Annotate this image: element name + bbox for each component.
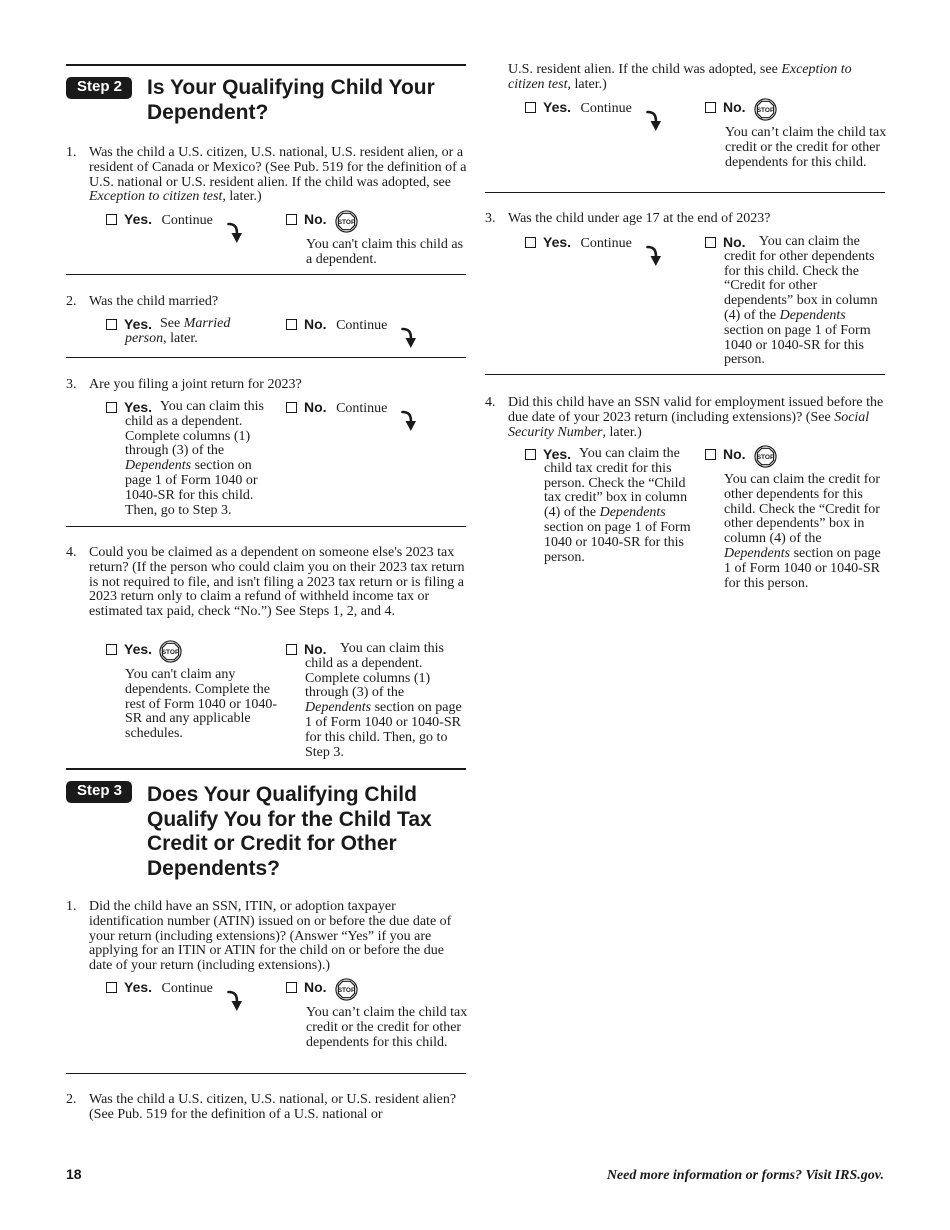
question-text: U.S. resident alien. If the child was adopted, see Exception to citizen test, later.) bbox=[508, 62, 852, 92]
question-text: Could you be claimed as a dependent on someone else's 2023 tax return? (If the person who could claim you on their 2023 tax return is not required to file, and isn't filing a 2023 tax return or is filing a 2023 return only to claim a refund of withheld income tax or estimated tax paid, check “No.”) See Steps 1, 2, and 4. bbox=[89, 545, 465, 620]
question-number: 1. bbox=[66, 145, 77, 160]
no-checkbox[interactable] bbox=[286, 214, 297, 225]
question-number: 4. bbox=[485, 395, 496, 410]
divider bbox=[485, 374, 885, 375]
question-text: Was the child a U.S. citizen, U.S. national, or U.S. resident alien? (See Pub. 519 for the definition of a U.S. national or bbox=[89, 1092, 457, 1122]
question-text: Did this child have an SSN valid for employment issued before the due date of your 2023 return (including extensions)? (See Social Security Number, later.) bbox=[508, 395, 884, 440]
question-text: Was the child married? bbox=[89, 294, 219, 309]
no-text: You can’t claim the child tax credit or the credit for other dependents for this child. bbox=[725, 125, 887, 170]
curved-arrow-down-icon bbox=[646, 245, 662, 267]
stop-sign-icon bbox=[754, 445, 777, 468]
no-option[interactable]: No. bbox=[705, 235, 746, 252]
yes-option[interactable]: Yes. bbox=[106, 400, 152, 417]
curved-arrow-down-icon bbox=[646, 110, 662, 132]
yes-checkbox[interactable] bbox=[106, 982, 117, 993]
yes-checkbox[interactable] bbox=[106, 214, 117, 225]
stop-sign-icon bbox=[159, 640, 182, 663]
no-checkbox[interactable] bbox=[705, 449, 716, 460]
no-option[interactable]: No. bbox=[286, 642, 327, 659]
step3-badge: Step 3 bbox=[66, 781, 132, 803]
step2-title: Is Your Qualifying Child Your Dependent? bbox=[147, 76, 435, 124]
divider bbox=[66, 526, 466, 527]
yes-option[interactable]: Yes. Continue bbox=[525, 100, 632, 117]
question-number: 4. bbox=[66, 545, 77, 560]
yes-checkbox[interactable] bbox=[525, 449, 536, 460]
yes-checkbox[interactable] bbox=[525, 102, 536, 113]
yes-option[interactable]: Yes. bbox=[106, 642, 152, 659]
step3-header bbox=[66, 768, 466, 880]
no-option[interactable]: No. bbox=[286, 212, 327, 229]
question-number: 1. bbox=[66, 899, 77, 914]
no-option[interactable]: No. Continue bbox=[286, 317, 387, 334]
yes-text: You can't claim any dependents. Complete the rest of Form 1040 or 1040-SR and any applicable schedules. bbox=[125, 667, 278, 742]
question-number: 2. bbox=[66, 1092, 77, 1107]
curved-arrow-down-icon bbox=[227, 990, 243, 1012]
no-checkbox[interactable] bbox=[705, 102, 716, 113]
yes-option[interactable]: Yes. Continue bbox=[525, 235, 632, 252]
yes-checkbox[interactable] bbox=[106, 319, 117, 330]
no-checkbox[interactable] bbox=[286, 982, 297, 993]
page-number: 18 bbox=[66, 1166, 82, 1182]
no-text: You can claim the credit for other dependents for this child. Check the “Credit for other dependents” box in column (4) of the Dependents section on page 1 of Form 1040 or 1040-SR for this person. bbox=[724, 472, 881, 591]
yes-text: You can claim this child as a dependent. Complete columns (1) through (3) of the Dependents section on page 1 of Form 1040 or 1040-SR for this child. Then, go to Step 3. bbox=[125, 399, 264, 518]
divider bbox=[66, 357, 466, 358]
yes-option[interactable]: Yes. Continue bbox=[106, 212, 213, 229]
curved-arrow-down-icon bbox=[227, 222, 243, 244]
yes-text: See Married person, later. bbox=[125, 316, 231, 346]
curved-arrow-down-icon bbox=[401, 410, 417, 432]
no-checkbox[interactable] bbox=[286, 402, 297, 413]
stop-sign-icon bbox=[335, 978, 358, 1001]
no-checkbox[interactable] bbox=[705, 237, 716, 248]
yes-text: You can claim the child tax credit for this person. Check the “Child tax credit” box in column (4) of the Dependents section on page 1 of Form 1040 or 1040-SR for this person. bbox=[544, 446, 691, 565]
no-checkbox[interactable] bbox=[286, 644, 297, 655]
divider bbox=[66, 274, 466, 275]
footer-note: Need more information or forms? Visit IRS.gov. bbox=[606, 1168, 884, 1183]
no-text: You can claim the credit for other dependents for this child. Check the “Credit for other dependents” box in column (4) of the Dependents section on page 1 of Form 1040 or 1040-SR for this person. bbox=[724, 234, 878, 368]
curved-arrow-down-icon bbox=[401, 327, 417, 349]
question-number: 3. bbox=[485, 211, 496, 226]
question-text: Did the child have an SSN, ITIN, or adoption taxpayer identification number (ATIN) issued on or before the due date of your return (including extensions)? (Answer “Yes” if you are applying for an ITIN or ATIN for the child on or before the due date of your return (including extensions).) bbox=[89, 899, 452, 974]
question-number: 3. bbox=[66, 377, 77, 392]
question-text: Are you filing a joint return for 2023? bbox=[89, 377, 302, 392]
step3-title: Does Your Qualifying Child Qualify You for the Child Tax Credit or Credit for Other Dependents? bbox=[147, 783, 432, 880]
no-option[interactable]: No. Continue bbox=[286, 400, 387, 417]
yes-option[interactable]: Yes. Continue bbox=[106, 980, 213, 997]
yes-checkbox[interactable] bbox=[106, 402, 117, 413]
question-text: Was the child under age 17 at the end of 2023? bbox=[508, 211, 771, 226]
no-text: You can’t claim the child tax credit or the credit for other dependents for this child. bbox=[306, 1005, 468, 1050]
no-text: You can't claim this child as a dependent. bbox=[306, 237, 464, 267]
yes-checkbox[interactable] bbox=[106, 644, 117, 655]
yes-option[interactable]: Yes. bbox=[525, 447, 571, 464]
divider bbox=[485, 192, 885, 193]
no-option[interactable]: No. bbox=[705, 447, 746, 464]
divider bbox=[66, 1073, 466, 1074]
no-text: You can claim this child as a dependent. Complete columns (1) through (3) of the Dependents section on page 1 of Form 1040 or 1040-SR for this child. Then, go to Step 3. bbox=[305, 641, 462, 760]
stop-sign-icon bbox=[754, 98, 777, 121]
question-number: 2. bbox=[66, 294, 77, 309]
stop-sign-icon bbox=[335, 210, 358, 233]
no-option[interactable]: No. bbox=[286, 980, 327, 997]
no-checkbox[interactable] bbox=[286, 319, 297, 330]
step2-header bbox=[66, 64, 466, 124]
no-option[interactable]: No. bbox=[705, 100, 746, 117]
yes-checkbox[interactable] bbox=[525, 237, 536, 248]
step2-badge: Step 2 bbox=[66, 77, 132, 99]
yes-option[interactable]: Yes. bbox=[106, 317, 152, 334]
question-text: Was the child a U.S. citizen, U.S. national, U.S. resident alien, or a resident of Canada or Mexico? (See Pub. 519 for the definition of a U.S. national or U.S. resident alien. If the child was adopted, see Exception to citizen test, later.) bbox=[89, 145, 467, 205]
